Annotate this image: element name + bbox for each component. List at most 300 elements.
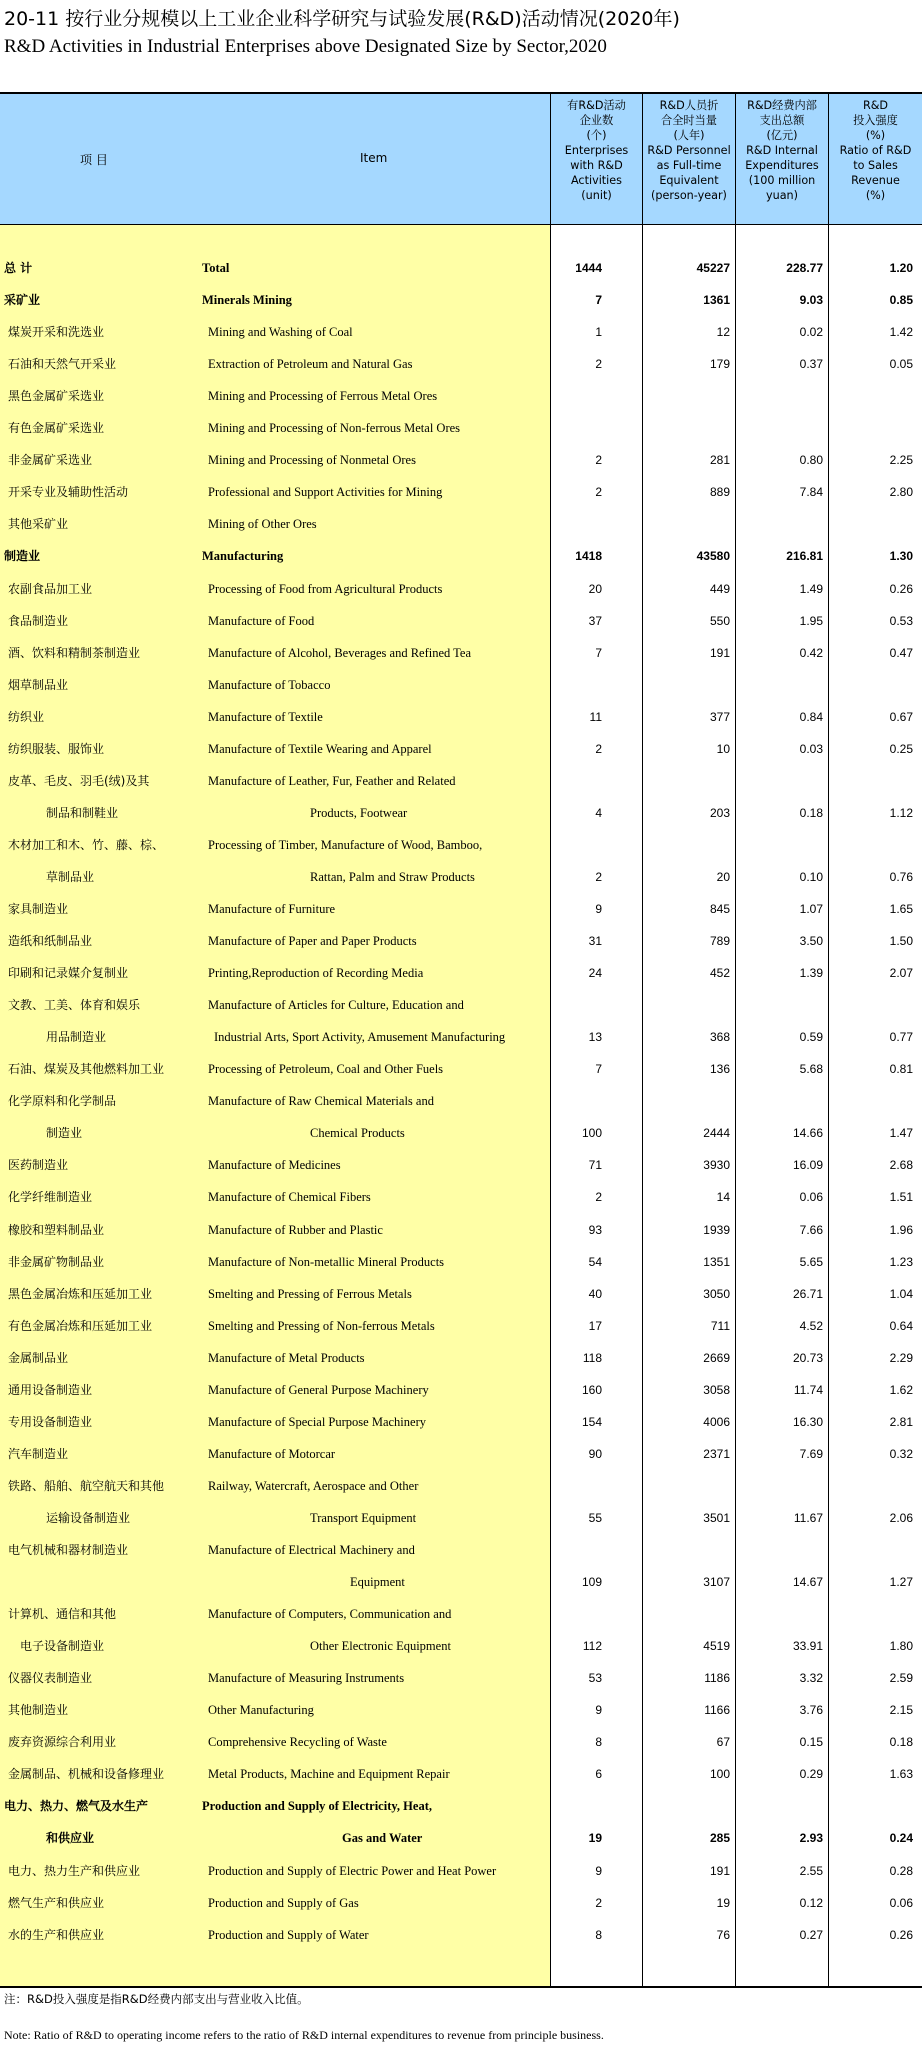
- row-label-en: Printing,Reproduction of Recording Media: [208, 966, 424, 981]
- row-label-en: Equipment: [350, 1575, 405, 1590]
- row-value: 550: [709, 613, 730, 628]
- row-value: 1.80: [889, 1639, 913, 1654]
- header-line: R&D Personnel: [647, 144, 731, 157]
- header-line: (100 million: [748, 174, 816, 187]
- row-label-en: Products, Footwear: [310, 805, 408, 820]
- row-value: 7: [595, 1062, 602, 1077]
- row-value: 1.04: [889, 1286, 913, 1301]
- table-row: [0, 1214, 922, 1246]
- header-line: Activities: [570, 174, 623, 187]
- row-label-en: Mining and Processing of Ferrous Metal Ores: [208, 389, 438, 404]
- row-label-cn: 木材加工和木、竹、藤、棕、: [8, 837, 165, 852]
- row-value: 2: [595, 485, 602, 500]
- row-value: 1361: [703, 293, 730, 308]
- table-row: [0, 1630, 922, 1662]
- row-label-en: Chemical Products: [310, 1126, 405, 1141]
- row-value: 0.10: [799, 869, 823, 884]
- row-value: 20.73: [792, 1350, 823, 1365]
- row-value: 711: [710, 1318, 730, 1333]
- table-row: [0, 252, 922, 284]
- row-value: 4006: [703, 1414, 730, 1429]
- note-en: Note: Ratio of R&D to operating income refers to the ratio of R&D internal expenditures to revenue from principle business.: [4, 2028, 604, 2042]
- row-label-cn: 电气机械和器材制造业: [8, 1543, 129, 1557]
- table-row: [0, 380, 922, 412]
- header-line: (人年): [673, 129, 705, 142]
- row-value: 9: [595, 1703, 602, 1718]
- row-label-cn: 总 计: [4, 261, 33, 275]
- row-value: 7.69: [799, 1446, 823, 1461]
- row-value: 3058: [703, 1382, 730, 1397]
- row-label-en: Transport Equipment: [310, 1510, 417, 1525]
- row-value: 112: [582, 1639, 602, 1654]
- row-label-en: Manufacture of Articles for Culture, Education and: [208, 998, 464, 1013]
- row-label-en: Mining and Washing of Coal: [208, 325, 353, 340]
- row-value: 2.59: [889, 1671, 913, 1686]
- row-label-en: Manufacture of Leather, Fur, Feather and Related: [208, 773, 456, 788]
- table-row: [0, 1919, 922, 1951]
- row-value: 3930: [703, 1158, 730, 1173]
- row-label-en: Production and Supply of Electricity, Heat,: [202, 1799, 432, 1814]
- header-line: with R&D: [570, 159, 623, 172]
- row-value: 154: [581, 1414, 602, 1429]
- row-value: 2: [595, 453, 602, 468]
- row-value: 1.49: [799, 581, 823, 596]
- row-value: 0.80: [799, 453, 823, 468]
- row-label-en: Manufacture of Measuring Instruments: [208, 1671, 405, 1686]
- row-value: 5.68: [799, 1062, 823, 1077]
- row-value: 0.84: [799, 709, 823, 724]
- row-value: 100: [581, 1126, 602, 1141]
- row-value: 1.20: [889, 261, 913, 275]
- row-label-cn: 汽车制造业: [8, 1446, 69, 1461]
- header-line: to Sales: [853, 159, 898, 172]
- row-value: 7: [595, 293, 602, 308]
- row-value: 40: [588, 1286, 602, 1301]
- row-value: 3501: [703, 1510, 730, 1525]
- row-label-en: Manufacture of Tobacco: [208, 677, 331, 692]
- table-title-en: R&D Activities in Industrial Enterprises above Designated Size by Sector,2020: [4, 36, 607, 57]
- table-row: [0, 573, 922, 605]
- header-line: yuan): [765, 189, 799, 202]
- row-value: 4519: [703, 1639, 730, 1654]
- row-value: 1.62: [889, 1382, 913, 1397]
- row-value: 11.74: [793, 1382, 823, 1397]
- data-table: [0, 92, 922, 1988]
- table-row: [0, 1278, 922, 1310]
- row-value: 0.59: [799, 1030, 823, 1045]
- row-value: 449: [709, 581, 730, 596]
- header-enterprises: [551, 98, 642, 203]
- row-value: 11.67: [793, 1510, 823, 1525]
- row-label-en: Manufacture of Special Purpose Machinery: [208, 1414, 426, 1429]
- row-label-en: Metal Products, Machine and Equipment Repair: [208, 1767, 450, 1782]
- row-label-cn: 废弃资源综合利用业: [8, 1735, 117, 1750]
- header-line: (unit): [581, 189, 612, 202]
- row-label-en: Manufacturing: [202, 549, 284, 564]
- row-value: 90: [588, 1446, 602, 1461]
- row-label-cn: 有色金属矿采选业: [8, 421, 105, 436]
- row-value: 2: [595, 357, 602, 372]
- row-label-en: Professional and Support Activities for Mining: [208, 485, 443, 500]
- row-label-cn: 黑色金属冶炼和压延加工业: [8, 1286, 153, 1301]
- row-label-en: Manufacture of Medicines: [208, 1158, 341, 1173]
- row-label-cn: 金属制品业: [8, 1350, 69, 1365]
- row-label-cn: 运输设备制造业: [46, 1510, 131, 1525]
- table-row: [0, 1181, 922, 1213]
- row-value: 2: [595, 869, 602, 884]
- row-label-cn: 电力、热力、燃气及水生产: [4, 1799, 149, 1814]
- header-line: R&D Internal: [746, 144, 818, 157]
- row-label-cn: 农副食品加工业: [8, 581, 93, 596]
- header-expenditures: [736, 98, 828, 203]
- row-value: 2.80: [889, 485, 913, 500]
- row-label-cn: 酒、饮料和精制茶制造业: [8, 645, 141, 660]
- row-value: 14.66: [792, 1126, 823, 1141]
- row-label-cn: 文教、工美、体育和娱乐: [8, 998, 141, 1013]
- row-label-en: Manufacture of Metal Products: [208, 1350, 365, 1365]
- row-value: 1.65: [889, 902, 913, 916]
- row-label-cn: 纺织业: [8, 709, 45, 724]
- row-value: 203: [709, 805, 730, 820]
- row-value: 1.42: [889, 325, 913, 340]
- table-row: [0, 1053, 922, 1085]
- row-label-cn: 烟草制品业: [8, 677, 69, 692]
- row-value: 37: [588, 613, 602, 628]
- row-value: 31: [588, 934, 602, 949]
- header-line: (个): [586, 129, 607, 142]
- header-line: Enterprises: [564, 144, 629, 157]
- row-value: 11: [589, 709, 602, 724]
- row-label-cn: 草制品业: [46, 869, 95, 884]
- table-row: [0, 412, 922, 444]
- row-label-cn: 煤炭开采和洗选业: [8, 325, 105, 340]
- row-value: 14: [716, 1190, 730, 1205]
- header-item-en: Item: [360, 151, 388, 165]
- row-value: 2.29: [889, 1350, 913, 1365]
- row-value: 1.50: [889, 934, 913, 949]
- row-value: 0.05: [889, 357, 913, 372]
- row-label-en: Manufacture of Furniture: [208, 902, 336, 916]
- row-value: 1.07: [799, 902, 823, 916]
- row-value: 0.06: [889, 1895, 913, 1910]
- table-row: [0, 701, 922, 733]
- row-label-en: Manufacture of Alcohol, Beverages and Refined Tea: [208, 645, 472, 660]
- row-value: 4.52: [799, 1318, 823, 1333]
- row-value: 24: [588, 966, 602, 981]
- row-label-en: Production and Supply of Water: [208, 1927, 369, 1942]
- table-row: [0, 444, 922, 476]
- row-label-en: Manufacture of Raw Chemical Materials and: [208, 1094, 434, 1109]
- row-value: 109: [581, 1575, 602, 1590]
- table-row: [0, 1342, 922, 1374]
- row-label-en: Railway, Watercraft, Aerospace and Other: [208, 1478, 419, 1493]
- table-row: [0, 989, 922, 1021]
- row-value: 0.24: [889, 1831, 913, 1846]
- table-row: [0, 1790, 922, 1822]
- row-value: 0.25: [889, 741, 913, 756]
- row-value: 20: [588, 581, 602, 596]
- row-label-en: Manufacture of Electrical Machinery and: [208, 1543, 415, 1557]
- row-value: 0.81: [889, 1062, 913, 1077]
- row-label-cn: 和供应业: [46, 1831, 95, 1846]
- row-value: 0.15: [799, 1735, 823, 1750]
- row-label-en: Manufacture of Chemical Fibers: [208, 1190, 371, 1205]
- note-cn: 注：R&D投入强度是指R&D经费内部支出与营业收入比值。: [4, 1992, 309, 2006]
- header-line: Ratio of R&D: [839, 144, 912, 157]
- table-row: [0, 1726, 922, 1758]
- row-value: 845: [709, 902, 730, 916]
- row-label-en: Processing of Food from Agricultural Products: [208, 581, 443, 596]
- row-label-en: Rattan, Palm and Straw Products: [310, 869, 475, 884]
- row-value: 7.84: [799, 485, 823, 500]
- row-label-cn: 化学原料和化学制品: [8, 1094, 117, 1109]
- row-value: 45227: [696, 261, 730, 275]
- row-label-en: Processing of Timber, Manufacture of Wood, Bamboo,: [208, 837, 483, 852]
- row-label-cn: 橡胶和塑料制品业: [8, 1222, 105, 1237]
- header-line: Revenue: [851, 174, 900, 187]
- table-row: [0, 925, 922, 957]
- row-value: 54: [588, 1254, 602, 1269]
- table-row: [0, 1246, 922, 1278]
- row-value: 1.63: [889, 1767, 913, 1782]
- table-row: [0, 605, 922, 637]
- row-value: 1.23: [889, 1254, 913, 1269]
- row-value: 0.64: [889, 1318, 913, 1333]
- row-label-en: Mining and Processing of Nonmetal Ores: [208, 453, 416, 468]
- row-value: 4: [595, 805, 602, 820]
- row-label-cn: 制造业: [46, 1126, 83, 1141]
- table-row: [0, 1149, 922, 1181]
- row-label-en: Manufacture of Computers, Communication and: [208, 1607, 452, 1622]
- row-label-en: Manufacture of Textile Wearing and Apparel: [208, 741, 432, 756]
- row-value: 0.26: [889, 1927, 913, 1942]
- row-label-en: Manufacture of Motorcar: [208, 1446, 336, 1461]
- row-value: 2.07: [889, 966, 913, 981]
- row-value: 0.76: [889, 869, 913, 884]
- row-value: 0.53: [889, 613, 913, 628]
- row-value: 7.66: [799, 1222, 823, 1237]
- row-label-en: Manufacture of Non-metallic Mineral Products: [208, 1254, 445, 1269]
- row-label-en: Gas and Water: [342, 1831, 423, 1846]
- row-label-en: Minerals Mining: [202, 293, 292, 308]
- row-label-en: Mining and Processing of Non-ferrous Metal Ores: [208, 421, 461, 436]
- row-value: 2371: [703, 1446, 730, 1461]
- row-value: 0.26: [889, 581, 913, 596]
- table-row: [0, 1566, 922, 1598]
- row-value: 2444: [703, 1126, 730, 1141]
- table-row: [0, 1374, 922, 1406]
- row-value: 1.96: [889, 1222, 913, 1237]
- table-row: [0, 540, 922, 572]
- table-row: [0, 1887, 922, 1919]
- table-row: [0, 1438, 922, 1470]
- row-value: 13: [588, 1030, 602, 1045]
- row-label-en: Manufacture of Paper and Paper Products: [208, 934, 417, 949]
- row-value: 1.51: [889, 1190, 913, 1205]
- table-row: [0, 1406, 922, 1438]
- row-value: 0.77: [889, 1030, 913, 1045]
- row-value: 0.42: [799, 645, 823, 660]
- row-label-en: Industrial Arts, Sport Activity, Amusement Manufacturing: [214, 1030, 506, 1045]
- table-row: [0, 1662, 922, 1694]
- row-value: 2: [595, 1190, 602, 1205]
- table-row: [0, 1021, 922, 1053]
- row-label-cn: 仪器仪表制造业: [8, 1671, 93, 1686]
- row-value: 1.30: [889, 549, 913, 564]
- table-row: [0, 1534, 922, 1566]
- header-line: (%): [865, 129, 886, 142]
- row-value: 12: [716, 325, 730, 340]
- table-row: [0, 1855, 922, 1887]
- row-value: 9: [595, 902, 602, 916]
- table-row: [0, 1085, 922, 1117]
- table-row: [0, 957, 922, 989]
- row-value: 191: [709, 1863, 730, 1878]
- row-value: 1939: [703, 1222, 730, 1237]
- header-line: R&D经费内部: [747, 99, 817, 112]
- row-label-cn: 化学纤维制造业: [8, 1190, 93, 1205]
- row-value: 9.03: [799, 293, 823, 308]
- row-label-en: Other Manufacturing: [208, 1703, 314, 1718]
- row-value: 0.85: [889, 293, 913, 308]
- row-value: 55: [588, 1510, 602, 1525]
- table-row: [0, 765, 922, 797]
- table-row: [0, 861, 922, 893]
- row-value: 16.09: [792, 1158, 823, 1173]
- row-value: 0.12: [799, 1895, 823, 1910]
- header-personnel: [643, 98, 735, 203]
- row-value: 228.77: [786, 261, 823, 275]
- row-value: 0.03: [799, 741, 823, 756]
- row-label-en: Smelting and Pressing of Non-ferrous Metals: [208, 1318, 435, 1333]
- row-value: 67: [716, 1735, 730, 1750]
- row-value: 2: [595, 741, 602, 756]
- row-value: 3.76: [799, 1703, 823, 1718]
- header-line: 投入强度: [853, 114, 898, 127]
- row-label-cn: 开采专业及辅助性活动: [8, 485, 129, 500]
- row-value: 0.37: [799, 357, 823, 372]
- row-label-cn: 铁路、船舶、航空航天和其他: [8, 1478, 165, 1493]
- row-value: 118: [582, 1350, 602, 1365]
- row-label-cn: 水的生产和供应业: [8, 1927, 105, 1942]
- table-row: [0, 348, 922, 380]
- row-value: 789: [709, 934, 730, 949]
- row-value: 179: [709, 357, 730, 372]
- row-value: 0.47: [889, 645, 913, 660]
- table-row: [0, 476, 922, 508]
- row-label-cn: 食品制造业: [8, 613, 69, 628]
- row-label-cn: 印刷和记录媒介复制业: [8, 966, 129, 981]
- row-label-cn: 非金属矿物制品业: [8, 1254, 105, 1269]
- table-header: [0, 94, 922, 225]
- row-value: 368: [709, 1030, 730, 1045]
- header-line: R&D: [862, 99, 889, 112]
- row-label-en: Mining of Other Ores: [208, 517, 317, 532]
- table-row: [0, 508, 922, 540]
- row-value: 1351: [703, 1254, 730, 1269]
- row-value: 2.68: [889, 1158, 913, 1173]
- row-value: 100: [709, 1767, 730, 1782]
- row-value: 26.71: [792, 1286, 823, 1301]
- row-label-cn: 皮革、毛皮、羽毛(绒)及其: [8, 773, 150, 788]
- header-line: R&D人员折: [659, 99, 719, 112]
- row-value: 2.93: [799, 1831, 823, 1846]
- row-value: 33.91: [792, 1639, 823, 1654]
- row-value: 216.81: [786, 549, 823, 564]
- row-label-en: Total: [202, 261, 230, 275]
- row-value: 8: [595, 1735, 602, 1750]
- table-row: [0, 669, 922, 701]
- row-value: 285: [709, 1831, 730, 1846]
- row-label-cn: 非金属矿采选业: [8, 453, 93, 468]
- header-line: 支出总额: [759, 114, 805, 127]
- table-row: [0, 1598, 922, 1630]
- table-row: [0, 1502, 922, 1534]
- row-label-cn: 电力、热力生产和供应业: [8, 1863, 141, 1878]
- table-row: [0, 733, 922, 765]
- table-row: [0, 797, 922, 829]
- row-value: 2.55: [799, 1863, 823, 1878]
- row-value: 2.25: [889, 453, 913, 468]
- row-value: 0.18: [889, 1735, 913, 1750]
- row-value: 16.30: [792, 1414, 823, 1429]
- header-item-cn: 项 目: [80, 153, 108, 167]
- row-value: 53: [588, 1671, 602, 1686]
- row-label-cn: 石油、煤炭及其他燃料加工业: [8, 1062, 165, 1077]
- table-title-cn: 20-11 按行业分规模以上工业企业科学研究与试验发展(R&D)活动情况(2020年): [4, 8, 680, 30]
- row-label-cn: 家具制造业: [8, 902, 69, 916]
- row-value: 10: [716, 741, 730, 756]
- header-line: Equivalent: [659, 174, 719, 187]
- row-label-en: Production and Supply of Electric Power and Heat Power: [208, 1863, 497, 1878]
- row-value: 5.65: [799, 1254, 823, 1269]
- row-label-en: Comprehensive Recycling of Waste: [208, 1735, 387, 1750]
- row-value: 20: [716, 869, 730, 884]
- row-value: 2.06: [889, 1510, 913, 1525]
- row-label-cn: 采矿业: [4, 293, 41, 308]
- row-label-cn: 医药制造业: [8, 1158, 69, 1173]
- row-label-en: Manufacture of Food: [208, 613, 315, 628]
- row-label-cn: 制品和制鞋业: [46, 805, 119, 820]
- row-label-cn: 造纸和纸制品业: [8, 934, 93, 949]
- row-value: 1.12: [889, 805, 913, 820]
- row-value: 76: [716, 1927, 730, 1942]
- row-value: 0.02: [799, 325, 823, 340]
- row-label-en: Production and Supply of Gas: [208, 1895, 359, 1910]
- row-label-en: Manufacture of General Purpose Machinery: [208, 1382, 429, 1397]
- row-label-en: Manufacture of Rubber and Plastic: [208, 1222, 383, 1237]
- row-value: 17: [588, 1318, 602, 1333]
- row-label-cn: 其他制造业: [8, 1703, 69, 1718]
- header-line: (%): [865, 189, 886, 202]
- header-line: (亿元): [766, 129, 798, 142]
- row-value: 1: [595, 325, 602, 340]
- row-value: 1.39: [799, 966, 823, 981]
- row-value: 1.47: [889, 1126, 913, 1141]
- row-value: 2.81: [889, 1414, 913, 1429]
- row-value: 2669: [703, 1350, 730, 1365]
- row-value: 19: [716, 1895, 730, 1910]
- row-value: 1186: [704, 1671, 730, 1686]
- row-value: 452: [709, 966, 730, 981]
- table-row: [0, 284, 922, 316]
- row-value: 377: [709, 709, 730, 724]
- row-value: 0.67: [889, 709, 913, 724]
- row-label-cn: 石油和天然气开采业: [8, 357, 117, 372]
- table-row: [0, 1310, 922, 1342]
- row-label-cn: 通用设备制造业: [8, 1382, 93, 1397]
- row-value: 136: [709, 1062, 730, 1077]
